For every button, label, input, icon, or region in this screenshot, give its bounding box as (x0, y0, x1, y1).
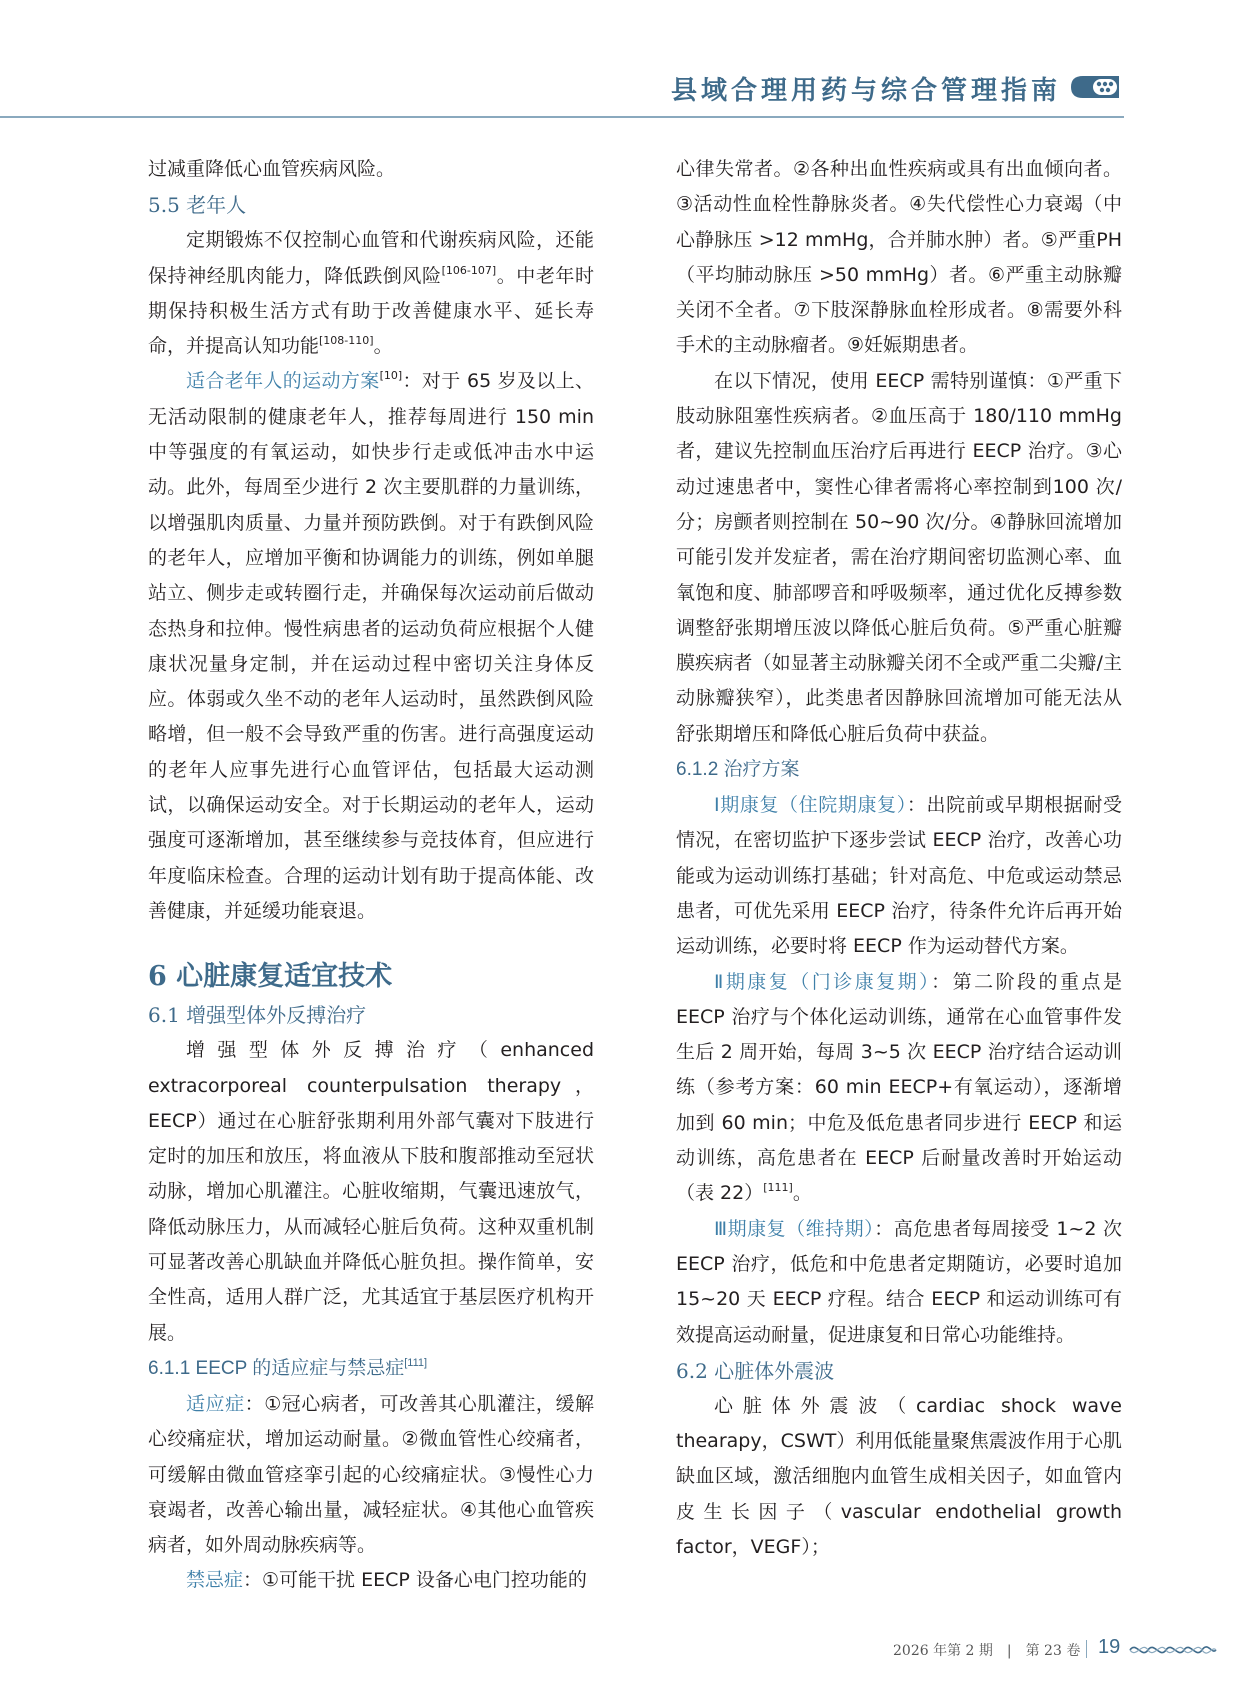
citation: [111] (763, 1181, 793, 1195)
left-column (148, 152, 594, 1599)
page-number: 19 (1098, 1636, 1121, 1658)
section-heading-5-5: 5.5 老年人 (148, 193, 247, 218)
lead-term: 禁忌症 (186, 1569, 244, 1592)
paragraph: 定期锻炼不仅控制心血管和代谢疾病风险，还能保持神经肌肉能力，降低跌倒风险[106-107]。中老年时期保持积极生活方式有助于改善健康水平、延长寿命，并提高认知功能[108-110]。 (148, 229, 594, 358)
chapter-heading-6: 6 心脏康复适宜技术 (148, 961, 393, 993)
paragraph: Ⅲ期康复（维持期）：高危患者每周接受 1~2 次EECP 治疗，低危和中危患者定期随访，必要时追加 15~20 天 EECP 疗程。结合 EECP 和运动训练可有效提高运动耐量，促进康复和日常心功能维持。 (676, 1217, 1122, 1346)
journal-logo-icon (1067, 72, 1123, 102)
section-heading-6-1: 6.1 增强型体外反搏治疗 (148, 1003, 367, 1028)
lead-term: 适合老年人的运动方案 (186, 370, 380, 393)
citation: [10] (379, 369, 403, 383)
page-footer (0, 1630, 1241, 1670)
paragraph: 心律失常者。②各种出血性疾病或具有出血倾向者。③活动性血栓性静脉炎者。④失代偿性心力衰竭（中心静脉压 >12 mmHg，合并肺水肿）者。⑤严重PH（平均肺动脉压 >50 mmHg）者。⑥严重主动脉瓣关闭不全者。⑦下肢深静脉血栓形成者。⑧需要外科手术的主动脉瘤者。⑨妊娠期患者。 (676, 158, 1122, 357)
paragraph: 适合老年人的运动方案[10]：对于 65 岁及以上、无活动限制的健康老年人，推荐每周进行 150 min 中等强度的有氧运动，如快步行走或低冲击水中运动。此外，每周至少进行 2 次主要肌群的力量训练，以增强肌肉质量、力量并预防跌倒。对于有跌倒风险的老年人，应增加平衡和协调能力的训练，例如单腿站立、侧步走或转圈行走，并确保每次运动前后做动态热身和拉伸。慢性病患者的运动负荷应根据个人健康状况量身定制，并在运动过程中密切关注身体反应。体弱或久坐不动的老年人运动时，虽然跌倒风险略增，但一般不会导致严重的伤害。进行高强度运动的老年人应事先进行心血管评估，包括最大运动测试，以确保运动安全。对于长期运动的老年人，运动强度可逐渐增加，甚至继续参与竞技体育，但应进行年度临床检查。合理的运动计划有助于提高体能、改善健康，并延缓功能衰退。 (148, 369, 594, 922)
subsection-heading-6-1-1: 6.1.1 EECP 的适应症与禁忌症[111] (148, 1356, 428, 1379)
citation: [108-110] (319, 334, 374, 348)
lead-term: Ⅱ期康复（门诊康复期） (714, 970, 932, 993)
footer-volume: 第 23 卷 (1025, 1643, 1081, 1659)
section-heading-6-2: 6.2 心脏体外震波 (676, 1358, 835, 1383)
subsection-heading-6-1-2: 6.1.2 治疗方案 (676, 759, 800, 781)
header-divider (0, 116, 1124, 118)
journal-title: 县域合理用药与综合管理指南 (670, 76, 1061, 106)
paragraph: 适应症：①冠心病者，可改善其心肌灌注，缓解心绞痛症状，增加运动耐量。②微血管性心绞痛者，可缓解由微血管痉挛引起的心绞痛症状。③慢性心力衰竭者，改善心输出量，减轻症状。④其他心血管疾病者，如外周动脉疾病等。 (148, 1392, 594, 1557)
lead-term: Ⅰ期康复（住院期康复） (714, 794, 907, 817)
footer-wave-decoration-icon (1128, 1641, 1218, 1659)
paragraph: 过减重降低心血管疾病风险。 (148, 158, 396, 180)
footer-issue: 2026 年第 2 期 | 第 23 卷 (893, 1643, 1081, 1659)
lead-term: Ⅲ期康复（维持期） (714, 1217, 875, 1240)
paragraph: 增强型体外反搏治疗（enhanced extracorporeal counterpulsation therapy，EECP）通过在心脏舒张期利用外部气囊对下肢进行定时的加压和放压，将血液从下肢和腹部推动至冠状动脉，增加心肌灌注。心脏收缩期，气囊迅速放气，降低动脉压力，从而减轻心脏后负荷。这种双重机制可显著改善心肌缺血并降低心脏负担。操作简单，安全性高，适用人群广泛，尤其适宜于基层医疗机构开展。 (148, 1039, 594, 1344)
page-header (0, 0, 1241, 120)
citation: [111] (404, 1356, 428, 1369)
footer-divider (1086, 1640, 1087, 1658)
paragraph: 禁忌症：①可能干扰 EECP 设备心电门控功能的 (186, 1569, 587, 1592)
right-column (676, 152, 1122, 1565)
lead-term: 适应症 (186, 1392, 245, 1415)
paragraph: Ⅱ期康复（门诊康复期）：第二阶段的重点是EECP 治疗与个体化运动训练，通常在心血管事件发生后 2 周开始，每周 3~5 次 EECP 治疗结合运动训练（参考方案：60 min EECP+有氧运动），逐渐增加到 60 min；中危及低危患者同步进行 EECP 和运动训练，高危患者在 EECP 后耐量改善时开始运动（表 22）[111]。 (676, 970, 1122, 1205)
paragraph: Ⅰ期康复（住院期康复）：出院前或早期根据耐受情况，在密切监护下逐步尝试 EECP 治疗，改善心功能或为运动训练打基础；针对高危、中危或运动禁忌患者，可优先采用 EECP 治疗，待条件允许后再开始运动训练，必要时将 EECP 作为运动替代方案。 (676, 794, 1122, 958)
paragraph: 在以下情况，使用 EECP 需特别谨慎：①严重下肢动脉阻塞性疾病者。②血压高于 180/110 mmHg者，建议先控制血压治疗后再进行 EECP 治疗。③心动过速患者中，窦性心律者需将心率控制到100 次/分；房颤者则控制在 50~90 次/分。④静脉回流增加可能引发并发症者，需在治疗期间密切监测心率、血氧饱和度、肺部啰音和呼吸频率，通过优化反搏参数调整舒张期增压波以降低心脏后负荷。⑤严重心脏瓣膜疾病者（如显著主动脉瓣关闭不全或严重二尖瓣/主动脉瓣狭窄），此类患者因静脉回流增加可能无法从舒张期增压和降低心脏后负荷中获益。 (676, 369, 1122, 745)
citation: [106-107] (441, 263, 497, 277)
paragraph: 心脏体外震波（cardiac shock wave thearapy，CSWT）利用低能量聚焦震波作用于心肌缺血区域，激活细胞内血管生成相关因子，如血管内皮生长因子（vascular endothelial growth factor，VEGF）； (676, 1394, 1122, 1558)
